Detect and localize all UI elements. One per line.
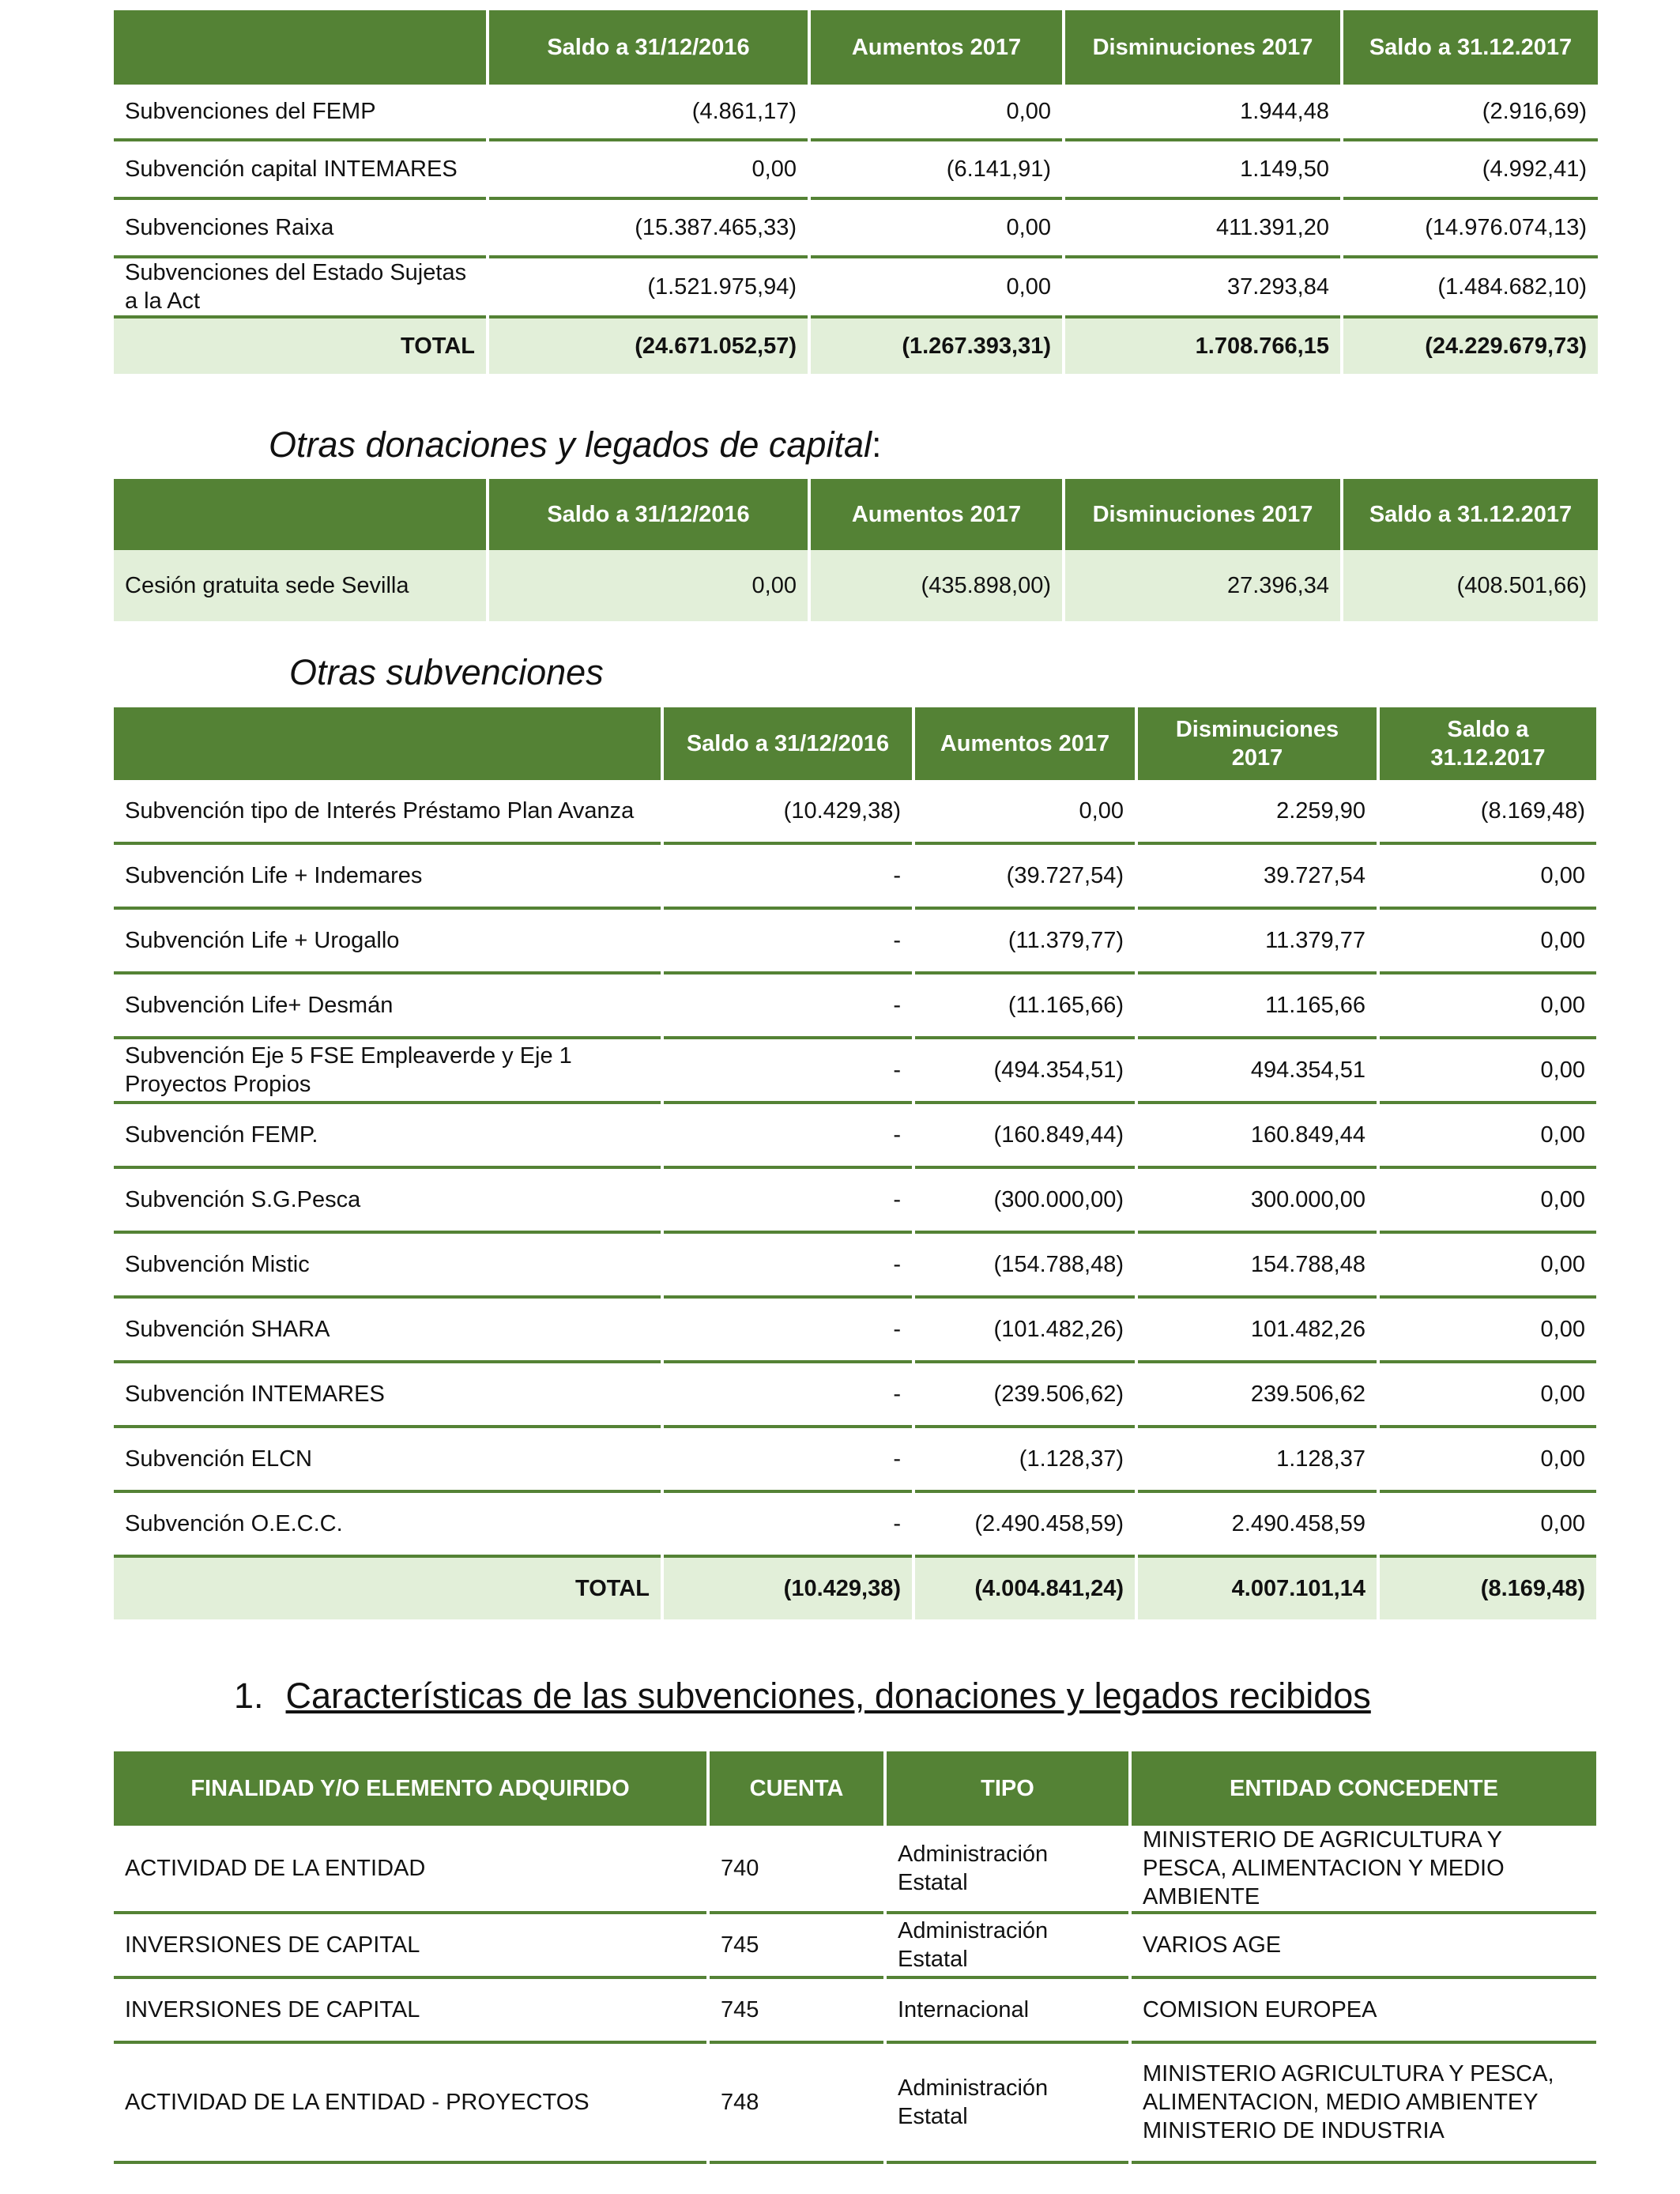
table-row xyxy=(114,85,1598,141)
header-cell: Aumentos 2017 xyxy=(915,707,1135,780)
cell-value: (300.000,00) xyxy=(915,1169,1135,1234)
header-cell: Saldo a 31/12/2016 xyxy=(489,10,808,85)
header-cell xyxy=(114,707,661,780)
section-title-text: Características de las subvenciones, donaciones y legados recibidos xyxy=(285,1676,1371,1716)
tipo-cell: Administración Estatal xyxy=(887,1826,1128,1914)
table-row xyxy=(114,780,1596,845)
cell-value: 1.149,50 xyxy=(1065,141,1340,200)
cell-value: 0,00 xyxy=(1380,1039,1596,1104)
header-cell: FINALIDAD Y/O ELEMENTO ADQUIRIDO xyxy=(114,1751,706,1826)
cell-value: (435.898,00) xyxy=(811,550,1062,621)
table-row xyxy=(114,1979,1596,2044)
row-label: Subvención Life + Indemares xyxy=(114,845,661,910)
cell-value: (4.861,17) xyxy=(489,85,808,141)
cell-value: (8.169,48) xyxy=(1380,780,1596,845)
table-row xyxy=(114,2044,1596,2164)
cell-value: 11.165,66 xyxy=(1138,974,1377,1039)
cell-value: 1.128,37 xyxy=(1138,1428,1377,1493)
header-cell xyxy=(114,10,486,85)
total-row xyxy=(114,319,1598,374)
cell-value: 0,00 xyxy=(1380,845,1596,910)
cell-value: 39.727,54 xyxy=(1138,845,1377,910)
cuenta-cell: 740 xyxy=(710,1826,883,1914)
total-label: TOTAL xyxy=(114,1558,661,1619)
header-cell: CUENTA xyxy=(710,1751,883,1826)
cell-value: 11.379,77 xyxy=(1138,910,1377,974)
header-cell xyxy=(114,479,486,550)
cell-value: (15.387.465,33) xyxy=(489,200,808,258)
table-row xyxy=(114,141,1598,200)
table-row xyxy=(114,1234,1596,1299)
cell-value: - xyxy=(664,1039,912,1104)
total-value: 4.007.101,14 xyxy=(1138,1558,1377,1619)
cell-value: - xyxy=(664,974,912,1039)
total-value: (24.229.679,73) xyxy=(1343,319,1598,374)
caracteristicas-table xyxy=(111,1751,1599,2164)
table-row xyxy=(114,1299,1596,1363)
entidad-cell: MINISTERIO AGRICULTURA Y PESCA, ALIMENTACION, MEDIO AMBIENTEY MINISTERIO DE INDUSTRIA xyxy=(1132,2044,1596,2164)
cell-value: (14.976.074,13) xyxy=(1343,200,1598,258)
table-row xyxy=(114,1104,1596,1169)
cell-value: 0,00 xyxy=(1380,974,1596,1039)
cell-value: (160.849,44) xyxy=(915,1104,1135,1169)
table-row xyxy=(114,845,1596,910)
cell-value: - xyxy=(664,1493,912,1558)
header-cell: Disminuciones 2017 xyxy=(1138,707,1377,780)
cell-value: - xyxy=(664,1104,912,1169)
header-cell: Disminuciones 2017 xyxy=(1065,479,1340,550)
cell-value: - xyxy=(664,1234,912,1299)
cell-value: - xyxy=(664,1169,912,1234)
finalidad-cell: INVERSIONES DE CAPITAL xyxy=(114,1979,706,2044)
cuenta-cell: 748 xyxy=(710,2044,883,2164)
donaciones-table xyxy=(111,479,1601,621)
finalidad-cell: INVERSIONES DE CAPITAL xyxy=(114,1914,706,1979)
cell-value: (154.788,48) xyxy=(915,1234,1135,1299)
table-row xyxy=(114,1169,1596,1234)
heading-otras-donaciones: Otras donaciones y legados de capital: xyxy=(269,424,882,465)
cell-value: 0,00 xyxy=(1380,1234,1596,1299)
table-row xyxy=(114,258,1598,319)
cell-value: (6.141,91) xyxy=(811,141,1062,200)
section-title xyxy=(234,1676,1371,1717)
cuenta-cell: 745 xyxy=(710,1914,883,1979)
table-row xyxy=(114,1039,1596,1104)
cell-value: (101.482,26) xyxy=(915,1299,1135,1363)
row-label: Subvención Life + Urogallo xyxy=(114,910,661,974)
total-label: TOTAL xyxy=(114,319,486,374)
cell-value: 0,00 xyxy=(1380,1363,1596,1428)
cell-value: (11.379,77) xyxy=(915,910,1135,974)
row-label: Subvención S.G.Pesca xyxy=(114,1169,661,1234)
header-cell: Saldo a 31/12/2016 xyxy=(489,479,808,550)
header-cell: Aumentos 2017 xyxy=(811,479,1062,550)
cell-value: 0,00 xyxy=(1380,1169,1596,1234)
header-cell: Saldo a 31.12.2017 xyxy=(1380,707,1596,780)
total-value: (8.169,48) xyxy=(1380,1558,1596,1619)
cell-value: - xyxy=(664,1363,912,1428)
cell-value: 1.944,48 xyxy=(1065,85,1340,141)
cell-value: 411.391,20 xyxy=(1065,200,1340,258)
row-label: Subvenciones del FEMP xyxy=(114,85,486,141)
total-value: (24.671.052,57) xyxy=(489,319,808,374)
cell-value: 0,00 xyxy=(489,550,808,621)
heading-otras-subvenciones: Otras subvenciones xyxy=(289,652,604,692)
section-number: 1. xyxy=(234,1676,264,1716)
cell-value: 154.788,48 xyxy=(1138,1234,1377,1299)
finalidad-cell: ACTIVIDAD DE LA ENTIDAD xyxy=(114,1826,706,1914)
cell-value: (239.506,62) xyxy=(915,1363,1135,1428)
total-row xyxy=(114,1558,1596,1619)
header-cell: Saldo a 31.12.2017 xyxy=(1343,10,1598,85)
table-row xyxy=(114,550,1598,621)
tipo-cell: Internacional xyxy=(887,1979,1128,2044)
table-row xyxy=(114,1493,1596,1558)
total-value: (10.429,38) xyxy=(664,1558,912,1619)
row-label: Subvención INTEMARES xyxy=(114,1363,661,1428)
otras-subvenciones-table xyxy=(111,707,1599,1619)
header-cell: Disminuciones 2017 xyxy=(1065,10,1340,85)
total-value: (4.004.841,24) xyxy=(915,1558,1135,1619)
cell-value: 239.506,62 xyxy=(1138,1363,1377,1428)
cell-value: 0,00 xyxy=(1380,1428,1596,1493)
total-value: (1.267.393,31) xyxy=(811,319,1062,374)
row-label: Subvención FEMP. xyxy=(114,1104,661,1169)
cell-value: 0,00 xyxy=(1380,1299,1596,1363)
cell-value: 0,00 xyxy=(811,85,1062,141)
cuenta-cell: 745 xyxy=(710,1979,883,2044)
row-label: Subvención O.E.C.C. xyxy=(114,1493,661,1558)
cell-value: 2.259,90 xyxy=(1138,780,1377,845)
cell-value: 2.490.458,59 xyxy=(1138,1493,1377,1558)
header-cell: Saldo a 31/12/2016 xyxy=(664,707,912,780)
cell-value: 0,00 xyxy=(489,141,808,200)
cell-value: (1.484.682,10) xyxy=(1343,258,1598,319)
cell-value: (10.429,38) xyxy=(664,780,912,845)
cell-value: 0,00 xyxy=(1380,910,1596,974)
cell-value: (4.992,41) xyxy=(1343,141,1598,200)
cell-value: 0,00 xyxy=(1380,1104,1596,1169)
cell-value: 494.354,51 xyxy=(1138,1039,1377,1104)
entidad-cell: MINISTERIO DE AGRICULTURA Y PESCA, ALIMENTACION Y MEDIO AMBIENTE xyxy=(1132,1826,1596,1914)
cell-value: (408.501,66) xyxy=(1343,550,1598,621)
row-label: Subvención ELCN xyxy=(114,1428,661,1493)
cell-value: - xyxy=(664,910,912,974)
cell-value: 0,00 xyxy=(915,780,1135,845)
finalidad-cell: ACTIVIDAD DE LA ENTIDAD - PROYECTOS xyxy=(114,2044,706,2164)
cell-value: 160.849,44 xyxy=(1138,1104,1377,1169)
row-label: Subvención tipo de Interés Préstamo Plan Avanza xyxy=(114,780,661,845)
table-row xyxy=(114,910,1596,974)
header-cell: Saldo a 31.12.2017 xyxy=(1343,479,1598,550)
row-label: Subvención SHARA xyxy=(114,1299,661,1363)
total-value: 1.708.766,15 xyxy=(1065,319,1340,374)
row-label: Subvenciones Raixa xyxy=(114,200,486,258)
entidad-cell: VARIOS AGE xyxy=(1132,1914,1596,1979)
cell-value: 0,00 xyxy=(811,258,1062,319)
table-row xyxy=(114,1428,1596,1493)
cell-value: (2.916,69) xyxy=(1343,85,1598,141)
cell-value: 300.000,00 xyxy=(1138,1169,1377,1234)
tipo-cell: Administración Estatal xyxy=(887,1914,1128,1979)
cell-value: (1.521.975,94) xyxy=(489,258,808,319)
table-row xyxy=(114,200,1598,258)
row-label: Subvención Life+ Desmán xyxy=(114,974,661,1039)
table-row xyxy=(114,1826,1596,1914)
entidad-cell: COMISION EUROPEA xyxy=(1132,1979,1596,2044)
header-cell: TIPO xyxy=(887,1751,1128,1826)
cell-value: - xyxy=(664,845,912,910)
cell-value: - xyxy=(664,1428,912,1493)
row-label: Subvención capital INTEMARES xyxy=(114,141,486,200)
subvenciones-table xyxy=(111,10,1601,374)
table-row xyxy=(114,1914,1596,1979)
row-label: Subvención Mistic xyxy=(114,1234,661,1299)
header-cell: Aumentos 2017 xyxy=(811,10,1062,85)
cell-value: (494.354,51) xyxy=(915,1039,1135,1104)
cell-value: - xyxy=(664,1299,912,1363)
cell-value: (39.727,54) xyxy=(915,845,1135,910)
cell-value: (2.490.458,59) xyxy=(915,1493,1135,1558)
row-label: Cesión gratuita sede Sevilla xyxy=(114,550,486,621)
cell-value: (11.165,66) xyxy=(915,974,1135,1039)
cell-value: 27.396,34 xyxy=(1065,550,1340,621)
cell-value: (1.128,37) xyxy=(915,1428,1135,1493)
cell-value: 0,00 xyxy=(811,200,1062,258)
header-cell: ENTIDAD CONCEDENTE xyxy=(1132,1751,1596,1826)
tipo-cell: Administración Estatal xyxy=(887,2044,1128,2164)
row-label: Subvención Eje 5 FSE Empleaverde y Eje 1 Proyectos Propios xyxy=(114,1039,661,1104)
table-row xyxy=(114,1363,1596,1428)
cell-value: 0,00 xyxy=(1380,1493,1596,1558)
cell-value: 37.293,84 xyxy=(1065,258,1340,319)
cell-value: 101.482,26 xyxy=(1138,1299,1377,1363)
row-label: Subvenciones del Estado Sujetas a la Act xyxy=(114,258,486,319)
table-row xyxy=(114,974,1596,1039)
